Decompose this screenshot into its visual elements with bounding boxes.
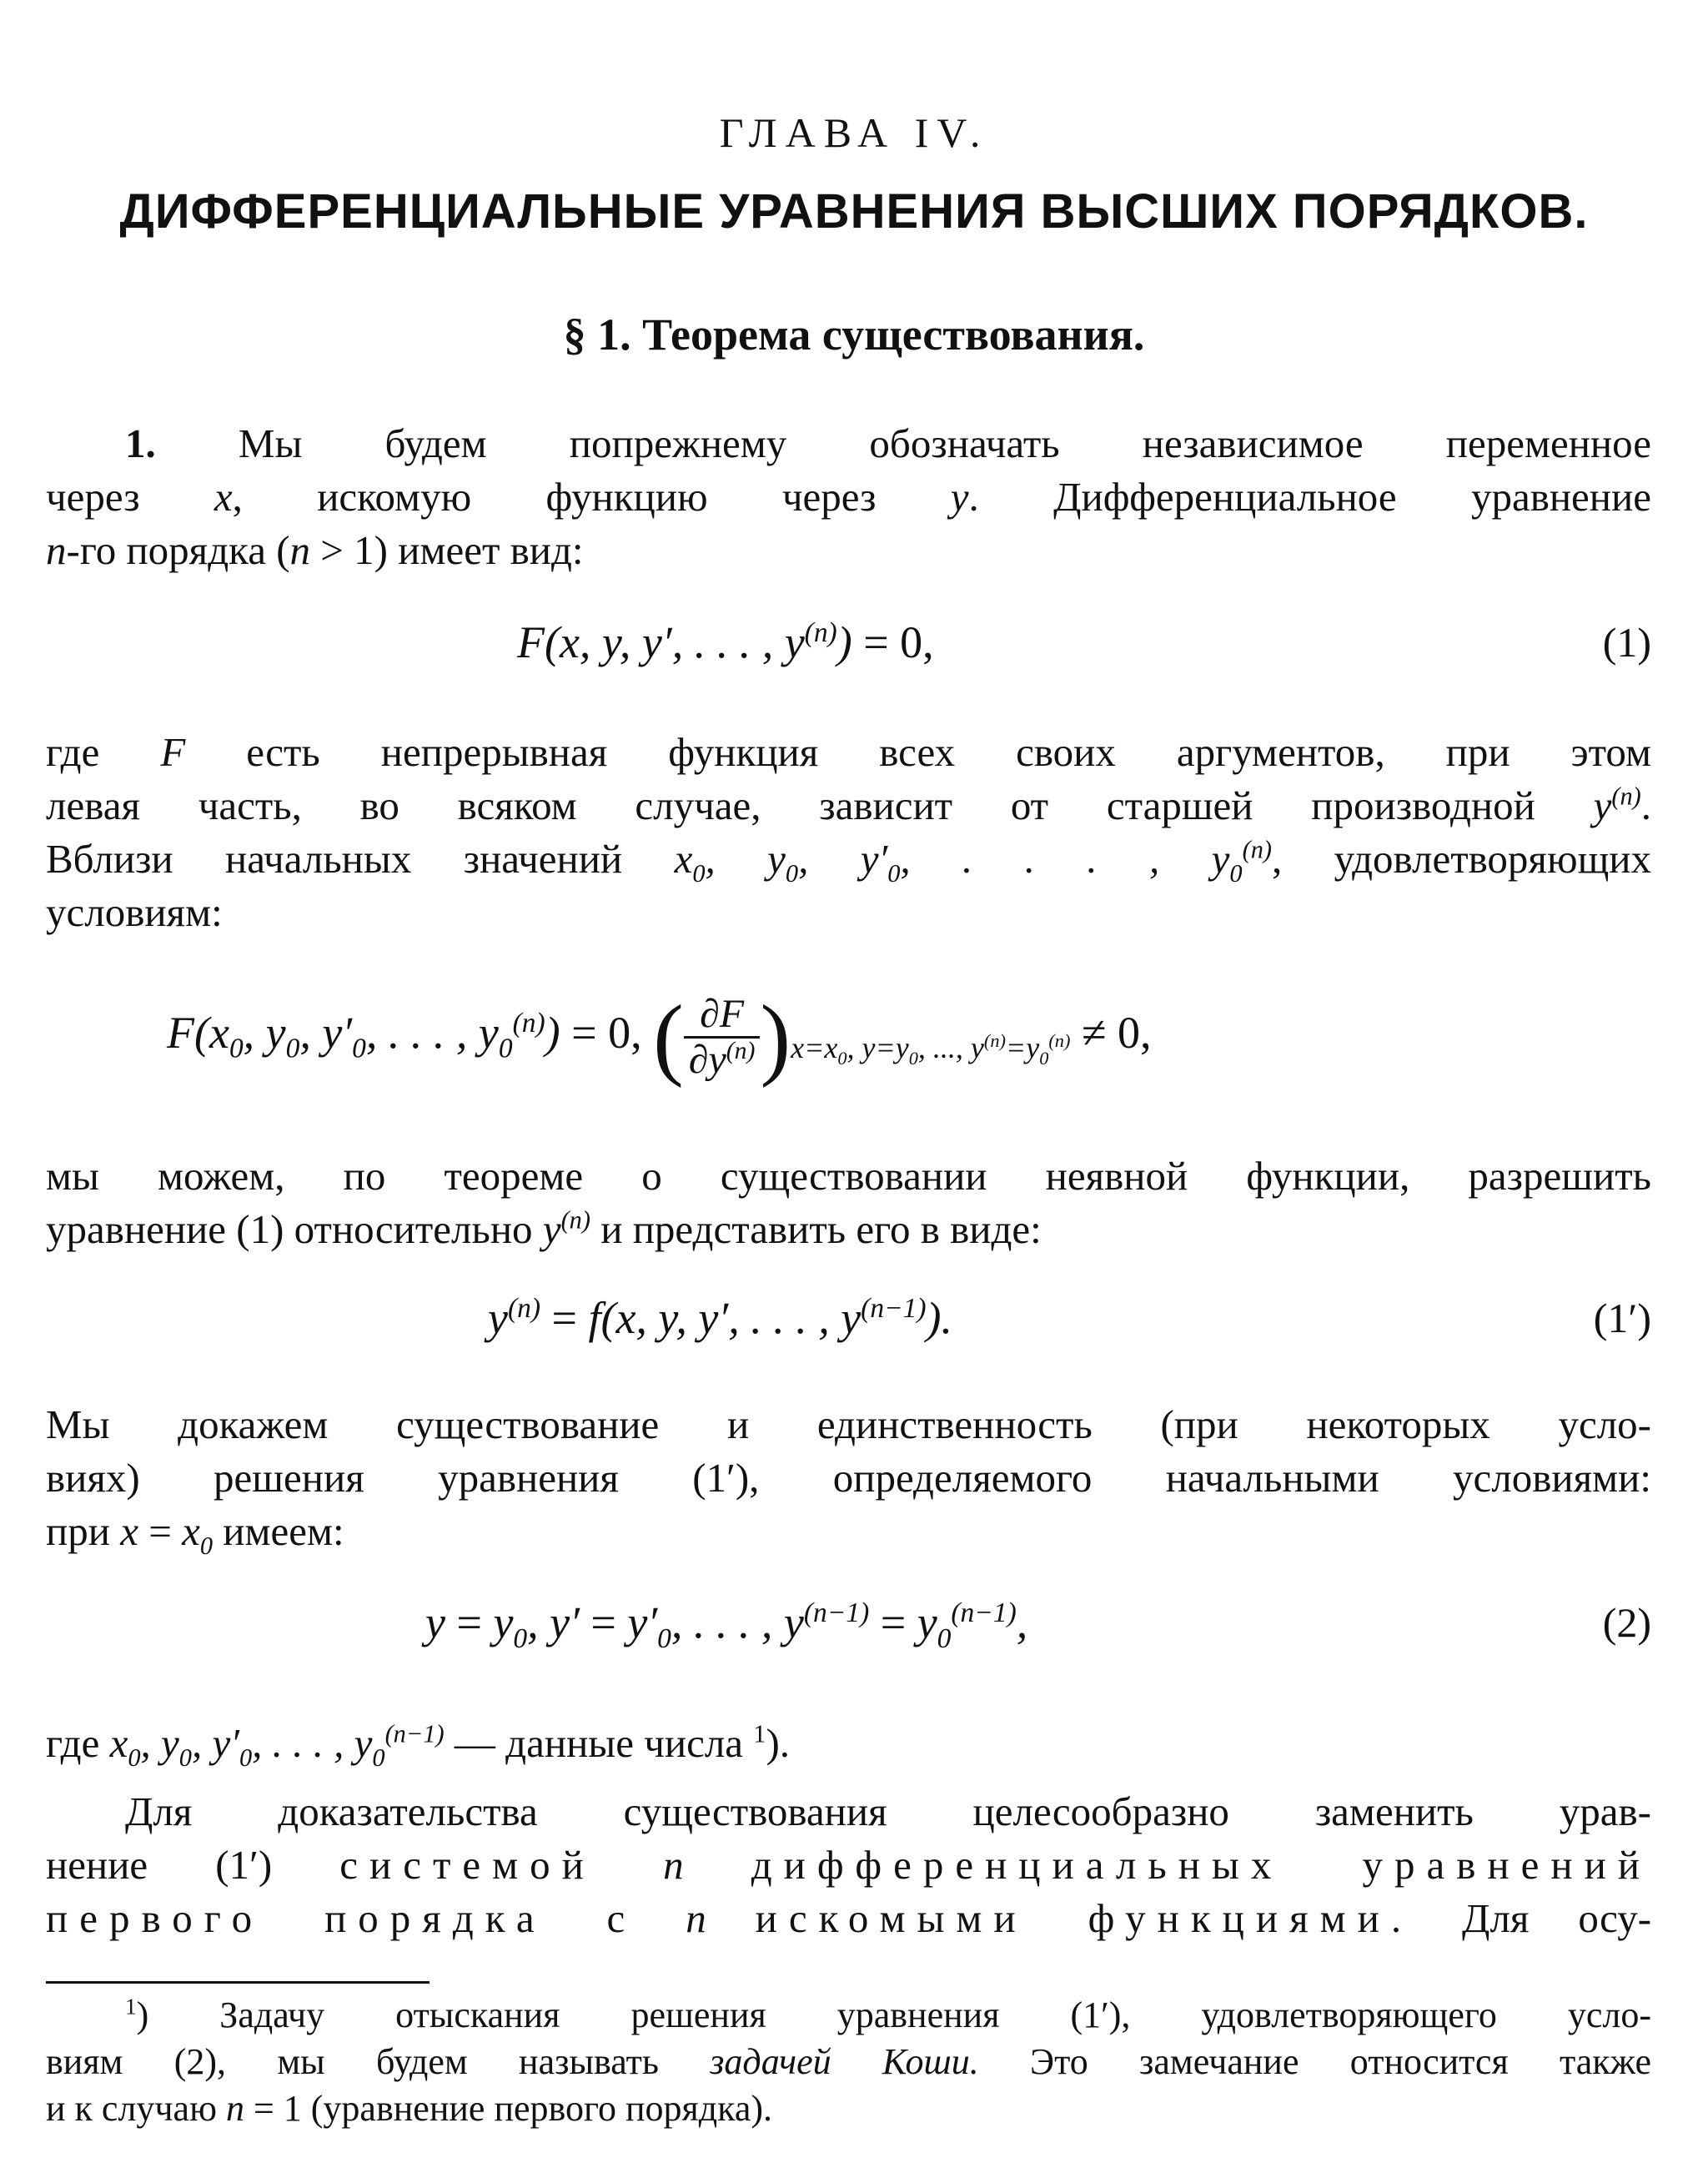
footnote (46, 1992, 1651, 2132)
equation-1: F(x, y, y′, . . . , $y^{(n)}) = 0$, (1) (0, 613, 1708, 672)
paragraph-5 (46, 1717, 1651, 1770)
p2-line-2: левая часть, во всяком случае, зависит от старшей производной $y^{(n)}$. (46, 782, 1652, 828)
chapter-title: ДИФФЕРЕНЦИАЛЬНЫЕ УРАВНЕНИЯ ВЫСШИХ ПОРЯДКОВ. (119, 184, 1589, 239)
p2-line-1: где F есть непрерывная функция всех своих аргументов, при этом (46, 729, 1651, 775)
p6-line-2: нение (1′) системой n дифференциальных уравнений (46, 1842, 1652, 1888)
paragraph-3 (46, 1149, 1651, 1256)
p6-line-1: Для доказательства существования целесообразно заменить урав- (125, 1788, 1651, 1834)
chapter-heading: ГЛАВА IV. (719, 109, 989, 156)
equation-1-label: (1) (1602, 619, 1651, 666)
p4-line-2: виях) решения уравнения (1′), определяемого начальными условиями: (46, 1455, 1651, 1501)
paragraph-2 (46, 726, 1651, 939)
equation-1-prime-label: (1′) (1593, 1295, 1651, 1341)
p2-line-3: Вблизи начальных значений $x_0$, $y_0$, $y'_0$, . . . , $y_0^{(n)}$, удовлетворяющих (46, 835, 1652, 888)
p4-line-1: Мы докажем существование и единственность (при некоторых усло- (46, 1401, 1651, 1447)
footnote-divider (46, 1981, 430, 1984)
p6-line-3: первого порядка с n искомыми функциями. Для осу- (46, 1895, 1652, 1941)
paragraph-1 (46, 417, 1651, 577)
equation-1-prime: $y^{(n)} = f(x$, y, y′, . . . , $y^{(n-1)}$). (1′) (0, 1289, 1708, 1347)
p1-line-3: n-го порядка (n > 1) имеет вид: (46, 527, 584, 573)
paragraph-6 (46, 1785, 1651, 1945)
footnote-line-1: $^1$) Задачу отыскания решения уравнения (1′), удовлетворяющего усло- (125, 1994, 1651, 2035)
p3-line-2: уравнение (1) относительно $y^{(n)}$ и представить его в виде: (46, 1205, 1042, 1252)
footnote-line-2: виям (2), мы будем называть задачей Коши. Это замечание относится также (46, 2041, 1652, 2082)
p1-line-1: 1. Мы будем попрежнему обозначать независимое переменное (125, 420, 1651, 466)
equation-condition: $F(x_0$, $y_0$, $y'_0$, . . . , $y_0^{(n)}) = 0$, ( $\frac{\partial F}{\partial y^{(n)}}$ )$_{x=x_0, y=y_0, ..., y^{(n)}=y_0^{(n)}} \ne 0$, (167, 986, 1152, 1089)
p1-line-2: через x, искомую функцию через y. Дифференциальное уравнение (46, 474, 1651, 520)
p4-line-3: при $x = x_0$ имеем: (46, 1508, 344, 1560)
p3-line-1: мы можем, по теореме о существовании неявной функции, разрешить (46, 1153, 1651, 1199)
equation-2: $y = y_0$, $y' = y'_0$, . . . , $y^{(n-1)} = y_0^{(n-1)}$, (2) (0, 1593, 1708, 1652)
footnote-line-3: и к случаю n = 1 (уравнение первого порядка). (46, 2088, 773, 2129)
section-heading: § 1. Теорема существования. (563, 309, 1145, 360)
p5-line-1: где $x_0$, $y_0$, $y'_0$, . . . , $y_0^{(n-1)}$ — данные числа $^1$). (46, 1719, 791, 1772)
equation-2-label: (2) (1602, 1599, 1651, 1646)
p2-line-4: условиям: (46, 889, 223, 935)
paragraph-4 (46, 1398, 1651, 1558)
